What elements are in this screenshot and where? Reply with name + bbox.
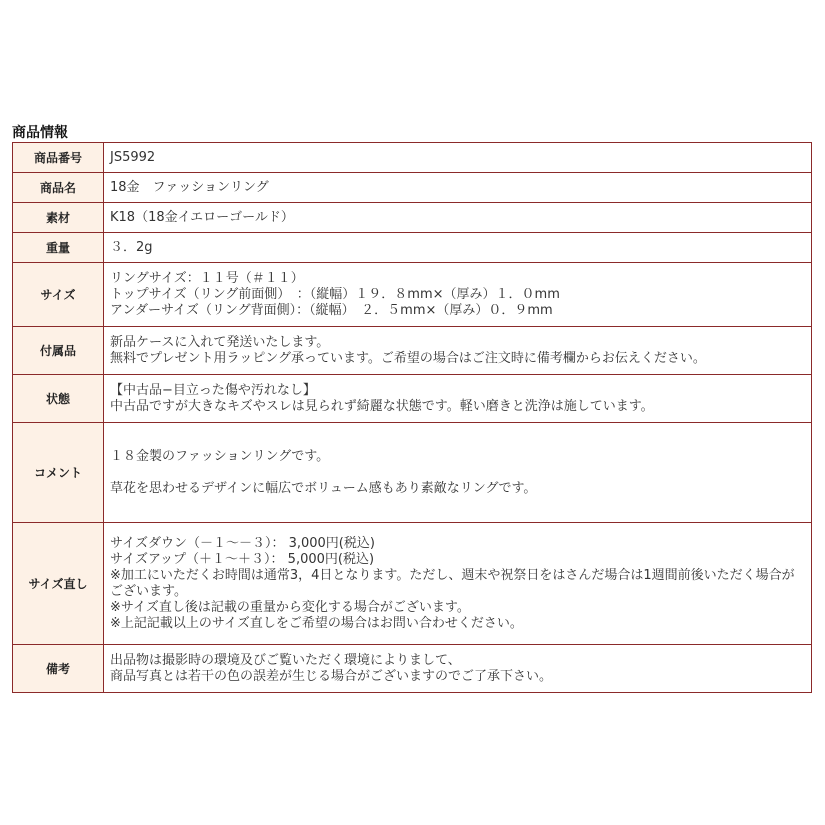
product-accessories — [104, 327, 812, 375]
table-row — [13, 645, 812, 693]
table-row — [13, 143, 812, 173]
row-label-condition: 状態 — [13, 375, 104, 423]
condition-line: 【中古品−目立った傷や汚れなし】 — [110, 382, 316, 398]
resize-line: サイズアップ（＋１～＋３）： 5,000円(税込) — [110, 551, 375, 567]
product-size — [104, 263, 812, 327]
product-comment — [104, 423, 812, 523]
row-label-number: 商品番号 — [13, 143, 104, 173]
table-row — [13, 203, 812, 233]
row-label-comment: コメント — [13, 423, 104, 523]
size-line: トップサイズ（リング前面側） ：（縦幅）１９．８mm×（厚み）１．０mm — [110, 286, 560, 302]
table-row — [13, 327, 812, 375]
row-label-weight: 重量 — [13, 233, 104, 263]
table-row — [13, 375, 812, 423]
row-label-material: 素材 — [13, 203, 104, 233]
table-row — [13, 523, 812, 645]
product-resize — [104, 523, 812, 645]
remarks-line: 商品写真とは若干の色の誤差が生じる場合がございますのでご了承下さい。 — [110, 668, 553, 684]
row-label-accessories: 付属品 — [13, 327, 104, 375]
product-weight: ３．2g — [104, 233, 812, 263]
condition-line: 中古品ですが大きなキズやスレは見られず綺麗な状態です。軽い磨きと洗浄は施しています。 — [110, 398, 654, 414]
size-line: リングサイズ：１１号（＃１１） — [110, 270, 304, 286]
row-label-name: 商品名 — [13, 173, 104, 203]
table-row — [13, 423, 812, 523]
product-remarks — [104, 645, 812, 693]
product-condition — [104, 375, 812, 423]
product-name: 18金 ファッションリング — [104, 173, 812, 203]
accessories-line: 新品ケースに入れて発送いたします。 — [110, 334, 330, 350]
resize-line: ※加工にいただくお時間は通常3，4日となります。ただし、週末や祝祭日をはさんだ場合は1週間前後いただく場合がございます。 — [110, 567, 795, 599]
row-label-resize: サイズ直し — [13, 523, 104, 645]
product-material: K18（18金イエローゴールド） — [104, 203, 812, 233]
comment-line: 草花を思わせるデザインに幅広でボリューム感もあり素敵なリングです。 — [110, 480, 537, 496]
accessories-line: 無料でプレゼント用ラッピング承っています。ご希望の場合はご注文時に備考欄からお伝えください。 — [110, 350, 706, 366]
table-row — [13, 263, 812, 327]
row-label-size: サイズ — [13, 263, 104, 327]
resize-line: ※上記記載以上のサイズ直しをご希望の場合はお問い合わせください。 — [110, 615, 523, 631]
comment-line: １８金製のファッションリングです。 — [110, 448, 330, 464]
resize-line: ※サイズ直し後は記載の重量から変化する場合がございます。 — [110, 599, 470, 615]
table-row — [13, 173, 812, 203]
product-info-table — [12, 142, 812, 693]
section-title: 商品情報 — [12, 125, 68, 141]
remarks-line: 出品物は撮影時の環境及びご覧いただく環境によりまして、 — [110, 652, 461, 668]
resize-line: サイズダウン（－１～－３）： 3,000円(税込) — [110, 535, 375, 551]
table-row — [13, 233, 812, 263]
size-line: アンダーサイズ（リング背面側）：（縦幅） ２．５mm×（厚み）０．９mm — [110, 302, 553, 318]
product-number: JS5992 — [104, 143, 812, 173]
row-label-remarks: 備考 — [13, 645, 104, 693]
